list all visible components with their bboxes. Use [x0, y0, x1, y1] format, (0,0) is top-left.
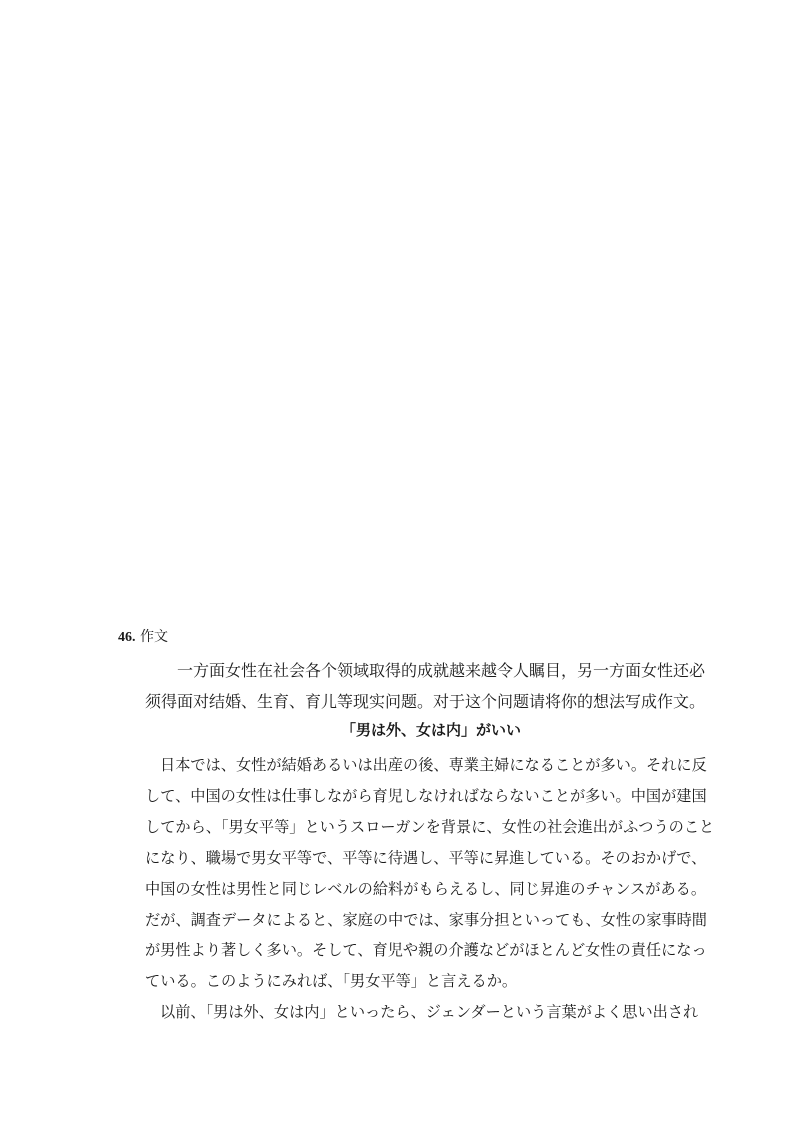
essay-body	[145, 750, 717, 1028]
question-number: 46.	[118, 630, 136, 645]
question-prompt: 一方面女性在社会各个领域取得的成就越来越令人瞩目，另一方面女性还必须得面对结婚、生育、育儿等现实问题。对于这个问题请将你的想法写成作文。	[145, 661, 706, 711]
essay-paragraph: 以前、「男は外、女は内」といったら、ジェンダーという言葉がよく思い出され	[160, 1003, 699, 1022]
question-label: 作文	[139, 629, 168, 645]
question-header	[118, 627, 168, 648]
essay-title: 「男は外、女は内」がいい	[340, 721, 521, 739]
essay-paragraph: 日本では、女性が結婚あるいは出産の後、専業主婦になることが多い。それに反して、中国の女性は仕事しながら育児しなければならないことが多い。中国が建国してから、「男女平等」というスローガンを背景に、女性の社会進出がふつうのことになり、職場で男女平等で、平等に待遇し、平等に昇進している。そのおかげで、中国の女性は男性と同じレベルの給料がもらえるし、同じ昇進のチャンスがある。だが、調査データによると、家庭の中では、家事分担といっても、女性の家事時間が男性より著しく多い。そして、育児や親の介護などがほとんど女性の責任になっている。このようにみれば、「男女平等」と言えるか。	[145, 756, 715, 991]
